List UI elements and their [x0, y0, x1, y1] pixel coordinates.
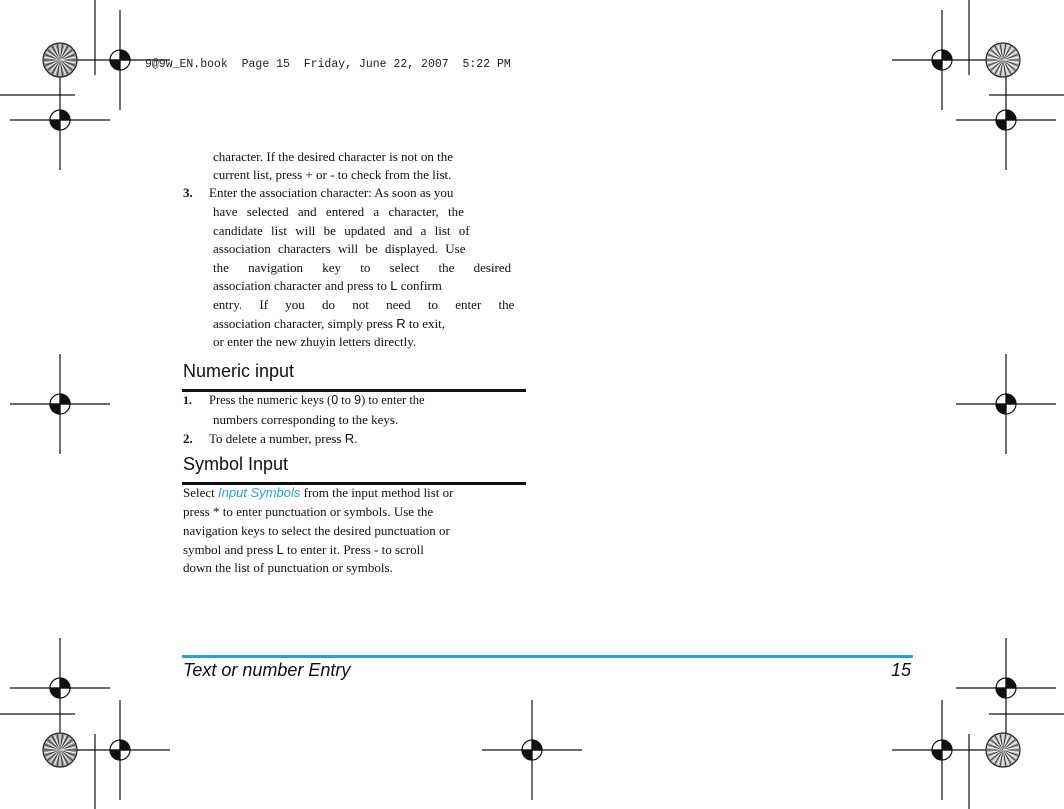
registration-target-icon: [956, 638, 1056, 738]
key-0-glyph: 0: [331, 393, 339, 407]
body-line: [209, 394, 425, 407]
body-line: press * to enter punctuation or symbols. Use the: [183, 504, 434, 519]
section-heading-symbol: Symbol Input: [183, 454, 289, 474]
print-header: 9@9w_EN.book Page 15 Friday, June 22, 2007 5:22 PM: [145, 58, 511, 71]
registration-target-icon: [70, 700, 170, 800]
registration-target-icon: [892, 10, 992, 110]
step-number: 1.: [183, 393, 192, 407]
text-run: association character and press to: [213, 278, 391, 293]
text-run: .: [354, 431, 358, 446]
text-run: symbol and press: [183, 542, 277, 557]
body-line: Enter the association character: As soon as you: [209, 185, 454, 200]
text-run: to: [338, 393, 355, 407]
key-l-glyph: L: [276, 542, 284, 557]
step-number: 2.: [183, 431, 193, 446]
body-line: down the list of punctuation or symbols.: [183, 560, 393, 575]
starburst-mark-icon: [43, 733, 77, 767]
registration-target-icon: [10, 638, 110, 738]
body-line: [209, 432, 357, 445]
registration-target-icon: [892, 700, 992, 800]
registration-target-icon: [482, 700, 582, 800]
starburst-mark-icon: [986, 733, 1020, 767]
text-run: association character, simply press: [213, 316, 397, 331]
body-line: have selected and entered a character, the: [213, 204, 464, 219]
body-line: or enter the new zhuyin letters directly.: [213, 334, 417, 349]
registration-target-icon: [956, 70, 1056, 170]
body-line: current list, press + or - to check from the list.: [213, 167, 452, 182]
text-run: to enter it. Press - to scroll: [283, 542, 424, 557]
body-line: navigation keys to select the desired punctuation or: [183, 523, 450, 538]
body-line: numbers corresponding to the keys.: [213, 412, 399, 427]
text-run: ) to enter the: [361, 393, 425, 407]
section-rule: [182, 389, 526, 392]
footer-title: Text or number Entry: [183, 660, 351, 680]
body-line: [183, 543, 424, 556]
starburst-mark-icon: [986, 43, 1020, 77]
registration-target-icon: [10, 70, 110, 170]
body-line: the navigation key to select the desired: [213, 260, 512, 275]
text-run: confirm: [397, 278, 442, 293]
text-run: from the input method list or: [300, 485, 454, 500]
body-line: candidate list will be updated and a list of: [213, 223, 470, 238]
body-line: [213, 317, 445, 330]
section-heading-numeric: Numeric input: [183, 361, 295, 381]
body-line: [183, 486, 453, 499]
body-line: [213, 279, 442, 292]
body-line: character. If the desired character is not on the: [213, 149, 454, 164]
text-run: Press the numeric keys (: [209, 393, 332, 407]
starburst-mark-icon: [43, 43, 77, 77]
key-r-glyph: R: [344, 431, 355, 446]
registration-target-icon: [10, 354, 110, 454]
menu-path-link: Input Symbols: [218, 485, 301, 500]
text-run: To delete a number, press: [209, 431, 345, 446]
key-9-glyph: 9: [354, 393, 362, 407]
registration-target-icon: [956, 354, 1056, 454]
body-line: entry. If you do not need to enter the: [213, 297, 515, 312]
text-run: Select: [183, 485, 219, 500]
key-l-glyph: L: [390, 278, 398, 293]
footer-rule: [182, 655, 913, 658]
text-run: to exit,: [405, 316, 445, 331]
body-line: association characters will be displayed. Use: [213, 241, 466, 256]
step-number: 3.: [183, 185, 193, 200]
page-number: 15: [891, 660, 912, 680]
key-r-glyph: R: [396, 316, 406, 331]
